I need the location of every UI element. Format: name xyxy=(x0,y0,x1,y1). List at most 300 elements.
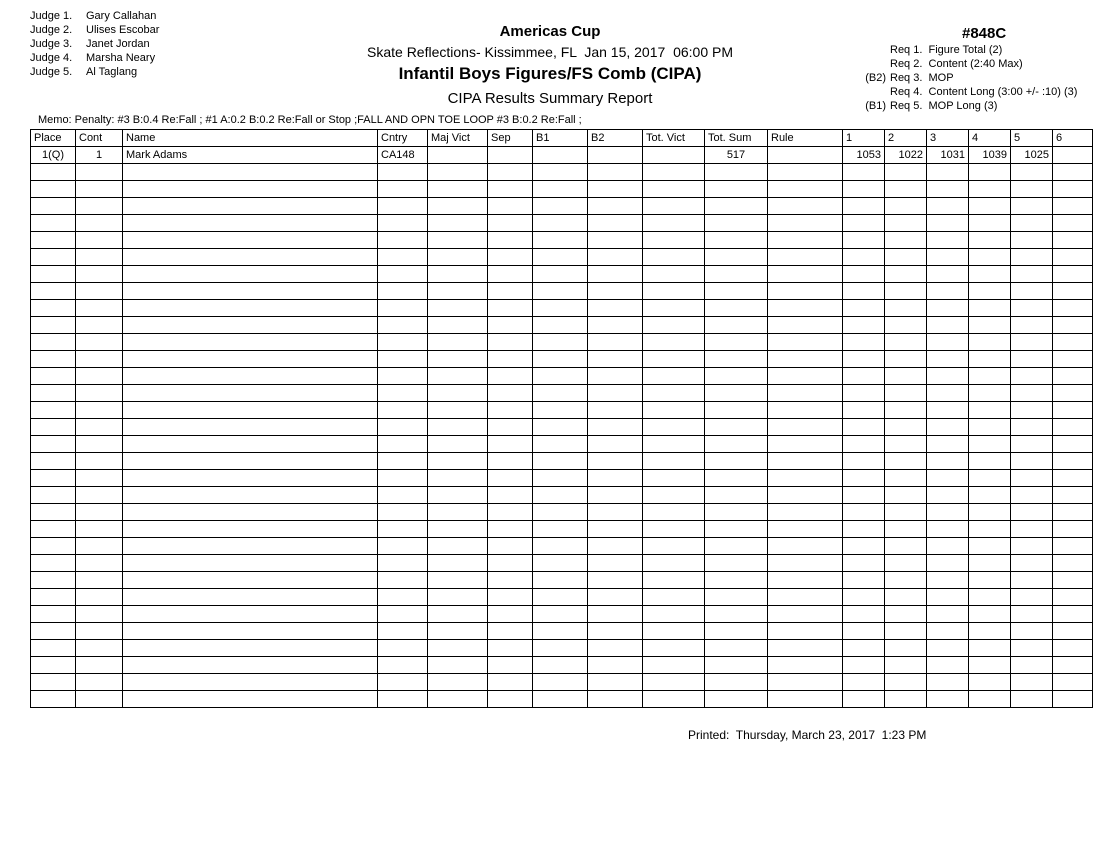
cell-b2 xyxy=(588,453,643,470)
cell-tot_sum xyxy=(705,198,768,215)
cell-j2 xyxy=(885,232,927,249)
cell-tot_sum xyxy=(705,487,768,504)
cell-b1 xyxy=(533,640,588,657)
judge-name: Marsha Neary xyxy=(86,52,156,64)
table-header-row xyxy=(31,130,1093,147)
cell-cntry xyxy=(378,249,428,266)
cell-tot_vict xyxy=(643,181,705,198)
cell-b2 xyxy=(588,232,643,249)
cell-maj_vict xyxy=(428,470,488,487)
cell-cont xyxy=(76,266,123,283)
cell-rule xyxy=(768,572,843,589)
cell-j5 xyxy=(1011,164,1053,181)
cell-j1 xyxy=(843,589,885,606)
results-table xyxy=(30,129,1093,708)
memo-line: Memo: Penalty: #3 B:0.4 Re:Fall ; #1 A:0.2 B:0.2 Re:Fall or Stop ;FALL AND OPN TOE LOOP #3 B:0.2 Re:Fall ; xyxy=(38,114,582,126)
cell-sep xyxy=(488,606,533,623)
cell-j1 xyxy=(843,181,885,198)
cell-cont xyxy=(76,300,123,317)
cell-maj_vict xyxy=(428,334,488,351)
cell-j6 xyxy=(1053,436,1093,453)
cell-rule xyxy=(768,470,843,487)
empty-row xyxy=(31,164,1093,181)
cell-cntry xyxy=(378,657,428,674)
cell-cont xyxy=(76,657,123,674)
cell-b2 xyxy=(588,691,643,708)
judge-label: Judge 2. xyxy=(30,24,73,36)
cell-tot_sum xyxy=(705,181,768,198)
cell-rule xyxy=(768,198,843,215)
cell-maj_vict xyxy=(428,419,488,436)
cell-b1 xyxy=(533,215,588,232)
cell-cont xyxy=(76,606,123,623)
cell-j4 xyxy=(969,419,1011,436)
cell-j1 xyxy=(843,623,885,640)
cell-cntry xyxy=(378,640,428,657)
col-header-b2: B2 xyxy=(588,130,643,147)
cell-sep xyxy=(488,317,533,334)
cell-j5 xyxy=(1011,266,1053,283)
cell-sep xyxy=(488,232,533,249)
cell-b2 xyxy=(588,640,643,657)
cell-b1 xyxy=(533,419,588,436)
empty-row xyxy=(31,674,1093,691)
cell-place xyxy=(31,419,76,436)
cell-j2 xyxy=(885,181,927,198)
cell-rule xyxy=(768,555,843,572)
cell-j3 xyxy=(927,640,969,657)
cell-name xyxy=(123,334,378,351)
cell-j2 xyxy=(885,402,927,419)
cell-tot_vict xyxy=(643,351,705,368)
requirement-line xyxy=(858,43,1077,57)
cell-j1 xyxy=(843,504,885,521)
cell-j1 xyxy=(843,198,885,215)
cell-j2 xyxy=(885,572,927,589)
cell-sep xyxy=(488,470,533,487)
cell-b2 xyxy=(588,657,643,674)
cell-j2 xyxy=(885,623,927,640)
cell-j6 xyxy=(1053,164,1093,181)
cell-j2 xyxy=(885,640,927,657)
cell-name xyxy=(123,589,378,606)
cell-cntry xyxy=(378,572,428,589)
cell-name xyxy=(123,402,378,419)
cell-cntry xyxy=(378,266,428,283)
cell-tot_sum xyxy=(705,283,768,300)
cell-j2 xyxy=(885,164,927,181)
cell-j1 xyxy=(843,453,885,470)
cell-tot_vict xyxy=(643,538,705,555)
cell-tot_sum xyxy=(705,232,768,249)
cell-b2 xyxy=(588,368,643,385)
cell-place xyxy=(31,555,76,572)
cell-b1 xyxy=(533,606,588,623)
cell-b2 xyxy=(588,164,643,181)
cell-j4 xyxy=(969,572,1011,589)
judge-line xyxy=(30,9,159,23)
cell-cntry xyxy=(378,691,428,708)
cell-b1 xyxy=(533,572,588,589)
cell-tot_vict xyxy=(643,470,705,487)
cell-j3 xyxy=(927,453,969,470)
cell-b2 xyxy=(588,470,643,487)
cell-j6 xyxy=(1053,606,1093,623)
cell-rule xyxy=(768,538,843,555)
cell-tot_vict xyxy=(643,334,705,351)
cell-j3 xyxy=(927,402,969,419)
cell-j3 xyxy=(927,555,969,572)
venue-line: Skate Reflections- Kissimmee, FL Jan 15, 2017 06:00 PM xyxy=(367,44,733,60)
cell-maj_vict xyxy=(428,368,488,385)
cell-j1 xyxy=(843,215,885,232)
cell-j6 xyxy=(1053,453,1093,470)
cell-sep xyxy=(488,164,533,181)
cell-name xyxy=(123,164,378,181)
cell-j2 xyxy=(885,334,927,351)
cell-j5 xyxy=(1011,657,1053,674)
cell-tot_sum xyxy=(705,385,768,402)
cell-b2 xyxy=(588,215,643,232)
cell-tot_sum xyxy=(705,402,768,419)
cell-place xyxy=(31,606,76,623)
cell-maj_vict xyxy=(428,538,488,555)
cell-j5 xyxy=(1011,674,1053,691)
cell-b1 xyxy=(533,181,588,198)
cell-b1 xyxy=(533,351,588,368)
empty-row xyxy=(31,368,1093,385)
cell-j1: 1053 xyxy=(843,147,885,164)
cell-b1 xyxy=(533,232,588,249)
cell-sep xyxy=(488,198,533,215)
cell-rule xyxy=(768,691,843,708)
cell-j3 xyxy=(927,334,969,351)
empty-row xyxy=(31,181,1093,198)
cell-j1 xyxy=(843,521,885,538)
cell-j2 xyxy=(885,674,927,691)
cell-b2 xyxy=(588,385,643,402)
cell-j6 xyxy=(1053,198,1093,215)
col-header-j5: 5 xyxy=(1011,130,1053,147)
cell-j1 xyxy=(843,555,885,572)
cell-sep xyxy=(488,691,533,708)
col-header-name: Name xyxy=(123,130,378,147)
cell-rule xyxy=(768,504,843,521)
cell-cont xyxy=(76,351,123,368)
cell-cntry xyxy=(378,453,428,470)
cell-b2 xyxy=(588,504,643,521)
cell-maj_vict xyxy=(428,351,488,368)
cell-j3 xyxy=(927,198,969,215)
cell-j6 xyxy=(1053,402,1093,419)
cell-tot_vict xyxy=(643,589,705,606)
cell-maj_vict xyxy=(428,283,488,300)
cell-cntry xyxy=(378,283,428,300)
cell-cont xyxy=(76,555,123,572)
cell-j3: 1031 xyxy=(927,147,969,164)
cell-place xyxy=(31,589,76,606)
cell-j2 xyxy=(885,266,927,283)
cell-j1 xyxy=(843,657,885,674)
cell-tot_vict xyxy=(643,198,705,215)
cell-j3 xyxy=(927,623,969,640)
cell-sep xyxy=(488,147,533,164)
cell-j1 xyxy=(843,436,885,453)
cell-j1 xyxy=(843,317,885,334)
cell-j3 xyxy=(927,300,969,317)
cell-tot_vict xyxy=(643,164,705,181)
cell-tot_vict xyxy=(643,402,705,419)
empty-row xyxy=(31,487,1093,504)
cell-name xyxy=(123,215,378,232)
cell-cont xyxy=(76,436,123,453)
judge-name: Janet Jordan xyxy=(86,38,150,50)
judge-label: Judge 5. xyxy=(30,66,73,78)
cell-j1 xyxy=(843,266,885,283)
col-header-cont: Cont xyxy=(76,130,123,147)
cell-b1 xyxy=(533,198,588,215)
cell-rule xyxy=(768,640,843,657)
cell-tot_vict xyxy=(643,640,705,657)
cell-j3 xyxy=(927,657,969,674)
cell-cont xyxy=(76,402,123,419)
cell-place xyxy=(31,538,76,555)
cell-b2 xyxy=(588,555,643,572)
cell-j4 xyxy=(969,640,1011,657)
cell-name xyxy=(123,674,378,691)
cell-name xyxy=(123,623,378,640)
cell-maj_vict xyxy=(428,555,488,572)
division-title: Infantil Boys Figures/FS Comb (CIPA) xyxy=(398,64,702,83)
cell-j1 xyxy=(843,368,885,385)
cell-sep xyxy=(488,334,533,351)
col-header-j4: 4 xyxy=(969,130,1011,147)
cell-j4 xyxy=(969,436,1011,453)
cell-cntry xyxy=(378,402,428,419)
cell-j6 xyxy=(1053,351,1093,368)
cell-j3 xyxy=(927,606,969,623)
cell-place xyxy=(31,640,76,657)
cell-j1 xyxy=(843,538,885,555)
requirement-text: Req 3. MOP xyxy=(890,72,954,84)
cell-j3 xyxy=(927,266,969,283)
table-row xyxy=(31,147,1093,164)
cell-j5 xyxy=(1011,470,1053,487)
cell-cont xyxy=(76,419,123,436)
cell-tot_sum xyxy=(705,504,768,521)
cell-cntry xyxy=(378,215,428,232)
cell-j2 xyxy=(885,555,927,572)
cell-cntry xyxy=(378,470,428,487)
cell-j5 xyxy=(1011,453,1053,470)
cell-j5 xyxy=(1011,317,1053,334)
cell-j5 xyxy=(1011,606,1053,623)
requirement-line xyxy=(858,57,1077,71)
empty-row xyxy=(31,385,1093,402)
cell-maj_vict xyxy=(428,147,488,164)
empty-row xyxy=(31,657,1093,674)
cell-j2 xyxy=(885,691,927,708)
cell-j5 xyxy=(1011,368,1053,385)
cell-j5 xyxy=(1011,181,1053,198)
cell-j1 xyxy=(843,402,885,419)
cell-name xyxy=(123,300,378,317)
cell-place xyxy=(31,249,76,266)
cell-tot_sum xyxy=(705,521,768,538)
cell-maj_vict xyxy=(428,181,488,198)
cell-place xyxy=(31,232,76,249)
cell-tot_sum: 517 xyxy=(705,147,768,164)
cell-b2 xyxy=(588,589,643,606)
cell-tot_sum xyxy=(705,555,768,572)
cell-tot_vict xyxy=(643,385,705,402)
cell-b2 xyxy=(588,181,643,198)
cell-j3 xyxy=(927,368,969,385)
cell-rule xyxy=(768,402,843,419)
cell-rule xyxy=(768,351,843,368)
col-header-b1: B1 xyxy=(533,130,588,147)
cell-j3 xyxy=(927,317,969,334)
empty-row xyxy=(31,317,1093,334)
cell-b1 xyxy=(533,504,588,521)
cell-tot_sum xyxy=(705,334,768,351)
cell-j6 xyxy=(1053,300,1093,317)
cell-cont xyxy=(76,334,123,351)
cell-j4 xyxy=(969,589,1011,606)
cell-place xyxy=(31,674,76,691)
cell-sep xyxy=(488,215,533,232)
judge-name: Gary Callahan xyxy=(86,10,157,22)
cell-b1 xyxy=(533,521,588,538)
cell-j2 xyxy=(885,215,927,232)
cell-j3 xyxy=(927,487,969,504)
requirement-text: Req 2. Content (2:40 Max) xyxy=(890,58,1023,70)
cell-j4 xyxy=(969,521,1011,538)
cell-name xyxy=(123,198,378,215)
cell-cont xyxy=(76,470,123,487)
cell-tot_vict xyxy=(643,674,705,691)
cell-j1 xyxy=(843,640,885,657)
cell-tot_vict xyxy=(643,147,705,164)
cell-tot_sum xyxy=(705,470,768,487)
cell-j6 xyxy=(1053,487,1093,504)
cell-sep xyxy=(488,572,533,589)
empty-row xyxy=(31,555,1093,572)
empty-row xyxy=(31,419,1093,436)
cell-cntry xyxy=(378,504,428,521)
cell-b2 xyxy=(588,521,643,538)
cell-j2 xyxy=(885,504,927,521)
cell-tot_vict xyxy=(643,419,705,436)
cell-rule xyxy=(768,232,843,249)
cell-cntry xyxy=(378,623,428,640)
cell-tot_sum xyxy=(705,589,768,606)
cell-tot_vict xyxy=(643,657,705,674)
cell-tot_sum xyxy=(705,419,768,436)
cell-place xyxy=(31,215,76,232)
cell-maj_vict xyxy=(428,402,488,419)
cell-tot_sum xyxy=(705,300,768,317)
cell-cont xyxy=(76,385,123,402)
cell-cont xyxy=(76,215,123,232)
cell-sep xyxy=(488,385,533,402)
cell-j3 xyxy=(927,181,969,198)
cell-j6 xyxy=(1053,215,1093,232)
empty-row xyxy=(31,198,1093,215)
cell-cntry xyxy=(378,181,428,198)
cell-b2 xyxy=(588,487,643,504)
cell-b1 xyxy=(533,249,588,266)
empty-row xyxy=(31,249,1093,266)
cell-cont xyxy=(76,487,123,504)
cell-j2 xyxy=(885,249,927,266)
cell-name xyxy=(123,640,378,657)
cell-tot_sum xyxy=(705,453,768,470)
cell-tot_sum xyxy=(705,674,768,691)
cell-cntry xyxy=(378,351,428,368)
cell-place xyxy=(31,470,76,487)
cell-name xyxy=(123,351,378,368)
cell-j2 xyxy=(885,453,927,470)
cell-name: Mark Adams xyxy=(123,147,378,164)
col-header-place: Place xyxy=(31,130,76,147)
col-header-j3: 3 xyxy=(927,130,969,147)
cell-j2 xyxy=(885,300,927,317)
cell-j3 xyxy=(927,691,969,708)
cell-j6 xyxy=(1053,266,1093,283)
cell-cont xyxy=(76,623,123,640)
cell-sep xyxy=(488,402,533,419)
empty-row xyxy=(31,623,1093,640)
cell-b2 xyxy=(588,606,643,623)
cell-j1 xyxy=(843,164,885,181)
empty-row xyxy=(31,215,1093,232)
cell-maj_vict xyxy=(428,487,488,504)
cell-j2 xyxy=(885,521,927,538)
cell-name xyxy=(123,232,378,249)
cell-cont xyxy=(76,521,123,538)
cell-name xyxy=(123,419,378,436)
cell-j4 xyxy=(969,351,1011,368)
cell-j2 xyxy=(885,589,927,606)
cell-b2 xyxy=(588,300,643,317)
cell-b1 xyxy=(533,283,588,300)
cell-b1 xyxy=(533,164,588,181)
cell-b2 xyxy=(588,674,643,691)
cell-place xyxy=(31,623,76,640)
cell-b2 xyxy=(588,317,643,334)
cell-name xyxy=(123,385,378,402)
cell-j4 xyxy=(969,657,1011,674)
cell-name xyxy=(123,555,378,572)
requirement-line xyxy=(858,85,1077,99)
col-header-tot_vict: Tot. Vict xyxy=(643,130,705,147)
cell-place xyxy=(31,300,76,317)
cell-cont: 1 xyxy=(76,147,123,164)
cell-tot_vict xyxy=(643,487,705,504)
cell-j3 xyxy=(927,572,969,589)
cell-name xyxy=(123,368,378,385)
cell-place xyxy=(31,266,76,283)
judge-label: Judge 1. xyxy=(30,10,73,22)
cell-place xyxy=(31,181,76,198)
cell-j1 xyxy=(843,674,885,691)
cell-b2 xyxy=(588,249,643,266)
cell-maj_vict xyxy=(428,266,488,283)
empty-row xyxy=(31,300,1093,317)
cell-j5 xyxy=(1011,436,1053,453)
col-header-j6: 6 xyxy=(1053,130,1093,147)
